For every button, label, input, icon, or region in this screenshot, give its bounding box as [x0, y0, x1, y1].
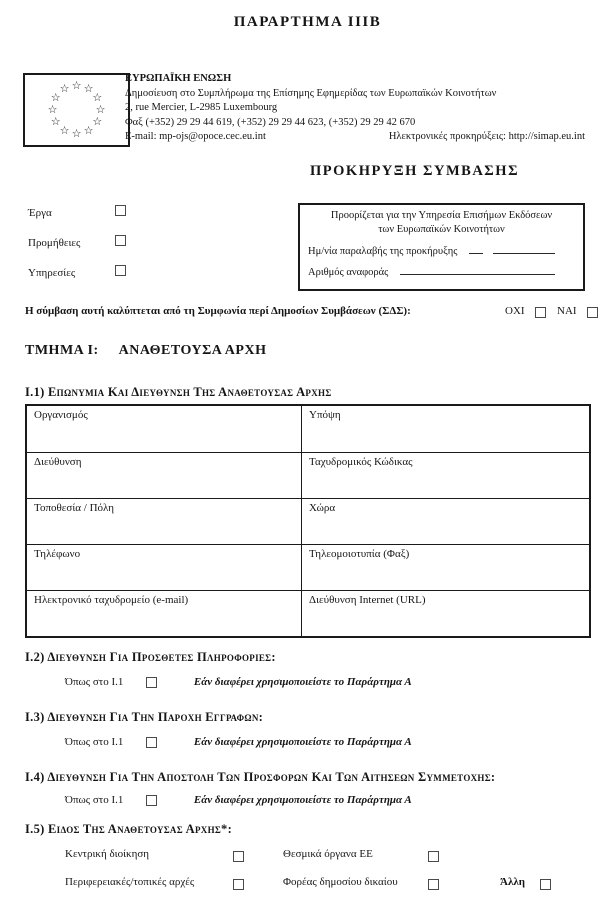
checkbox-public-law-body[interactable] [428, 879, 439, 890]
checkbox-supplies[interactable] [115, 235, 126, 246]
checkbox-other[interactable] [540, 879, 551, 890]
table-cell-telephone[interactable]: Τηλέφωνο [27, 544, 302, 590]
table-cell-address[interactable]: Διεύθυνση [27, 452, 302, 498]
date-received-field[interactable] [493, 243, 555, 254]
section-i-name: ΑΝΑΘΕΤΟΥΣΑ ΑΡΧΗ [118, 343, 267, 358]
table-cell-attention[interactable]: Υπόψη [309, 409, 341, 421]
table-cell-town[interactable]: Τοποθεσία / Πόλη [27, 498, 302, 544]
heading-i4: Ι.4) Διευθυνση Για Την Αποστολη Των Προσφορων Και Των Αιτησεων Συμμετοχης: [25, 770, 496, 784]
contract-type-works-row [28, 203, 52, 221]
heading-i1: Ι.1) Επωνυμια Και Διευθυνση Της Αναθετουσας Αρχης [25, 385, 332, 399]
star-icon: ☆ [59, 83, 70, 96]
i3-note: Εάν διαφέρει χρησιμοποιείστε το Παράρτημα Α [193, 736, 412, 748]
i3-same-as-label: Όπως στο Ι.1 [65, 736, 124, 748]
i2-same-as-row [65, 676, 412, 688]
reference-number-field[interactable] [400, 264, 555, 275]
star-icon: ☆ [71, 80, 82, 92]
date-received-label: Ημ/νία παραλαβής της προκήρυξης [308, 246, 458, 257]
eu-flag [23, 73, 130, 147]
header-block [125, 72, 591, 145]
gpa-row [25, 305, 605, 317]
gpa-question: Η σύμβαση αυτή καλύπτεται από τη Συμφωνία περί Δημοσίων Συμβάσεων (ΣΔΣ): [25, 305, 411, 317]
notice-title: ΠΡΟΚΗΡΥΞΗ ΣΥΜΒΑΣΗΣ [310, 163, 520, 179]
gpa-yes-label: ΝΑΙ [557, 305, 577, 317]
checkbox-i2-same-as-i1[interactable] [146, 677, 157, 688]
central-admin-label: Κεντρική διοίκηση [65, 848, 150, 860]
checkbox-i4-same-as-i1[interactable] [146, 795, 157, 806]
star-icon: ☆ [83, 83, 94, 96]
page-title: ΠΑΡΑΡΤΗΜΑ ΙΙΙΒ [233, 14, 382, 30]
reference-number-label: Αριθμός αναφοράς [308, 267, 389, 278]
services-label: Υπηρεσίες [28, 267, 76, 279]
star-icon: ☆ [92, 116, 103, 128]
star-icon: ☆ [47, 104, 58, 116]
office-box-line2: των Ευρωπαϊκών Κοινοτήτων [378, 223, 505, 235]
header-enotices: Ηλεκτρονικές προκηρύξεις: http://simap.eu.int [388, 131, 585, 142]
table-cell-country[interactable]: Χώρα [302, 498, 589, 544]
header-fax: Φαξ (+352) 29 29 44 619, (+352) 29 29 44 623, (+352) 29 29 42 670 [125, 116, 416, 128]
contract-type-supplies-row [28, 233, 80, 251]
table-cell-postal-code[interactable]: Ταχυδρομικός Κώδικας [302, 452, 589, 498]
checkbox-works[interactable] [115, 205, 126, 216]
star-icon: ☆ [50, 92, 61, 104]
star-icon: ☆ [59, 124, 70, 137]
contract-type-services-row [28, 263, 75, 281]
i4-same-as-row [65, 794, 412, 806]
regional-local-label: Περιφερειακές/τοπικές αρχές [65, 876, 195, 888]
star-icon: ☆ [50, 116, 61, 128]
checkbox-services[interactable] [115, 265, 126, 276]
i5-options-row2 [0, 876, 615, 892]
checkbox-gpa-yes[interactable] [587, 307, 598, 318]
section-i-label: ΤΜΗΜΑ Ι: [25, 343, 99, 358]
table-cell-organisation[interactable]: Οργανισμός [27, 406, 302, 452]
heading-i2: Ι.2) Διευθυνση Για Προσθετες Πληροφοριες: [25, 650, 276, 664]
public-law-body-label: Φορέας δημοσίου δικαίου [283, 876, 398, 888]
header-email: E-mail: mp-ojs@opoce.cec.eu.int [125, 131, 266, 142]
table-cell-fax[interactable]: Τηλεομοιοτυπία (Φαξ) [302, 544, 589, 590]
checkbox-central-admin[interactable] [233, 851, 244, 862]
checkbox-regional-local[interactable] [233, 879, 244, 890]
i2-note: Εάν διαφέρει χρησιμοποιείστε το Παράρτημα Α [193, 676, 412, 688]
i4-note: Εάν διαφέρει χρησιμοποιείστε το Παράρτημα Α [193, 794, 412, 806]
table-cell-url[interactable]: Διεύθυνση Internet (URL) [302, 590, 589, 636]
header-address: 2, rue Mercier, L-2985 Luxembourg [125, 102, 278, 113]
checkbox-gpa-no[interactable] [535, 307, 546, 318]
i2-same-as-label: Όπως στο Ι.1 [65, 676, 124, 688]
authority-address-table [25, 404, 591, 638]
star-icon: ☆ [92, 92, 103, 104]
heading-i5: Ι.5) Ειδος Της Αναθετουσας Αρχης*: [25, 822, 233, 836]
eu-union-title: ΕΥΡΩΠΑΪΚΗ ΕΝΩΣΗ [125, 73, 232, 84]
i3-same-as-row [65, 736, 412, 748]
eu-institution-label: Θεσμικά όργανα ΕΕ [283, 848, 373, 860]
star-icon: ☆ [83, 124, 94, 137]
other-label: Άλλη [500, 876, 525, 888]
heading-i3: Ι.3) Διευθυνση Για Την Παροχη Εγγραφων: [25, 710, 264, 724]
i5-options-row1 [0, 848, 615, 864]
supplies-label: Προμήθειες [28, 237, 81, 249]
star-icon: ☆ [71, 128, 82, 140]
section-i-title [25, 343, 266, 359]
checkbox-eu-institution[interactable] [428, 851, 439, 862]
star-icon: ☆ [95, 104, 106, 116]
date-received-field[interactable] [469, 243, 483, 254]
i4-same-as-label: Όπως στο Ι.1 [65, 794, 124, 806]
table-cell-email[interactable]: Ηλεκτρονικό ταχυδρομείο (e-mail) [27, 590, 302, 636]
publications-office-box [298, 203, 585, 291]
checkbox-i3-same-as-i1[interactable] [146, 737, 157, 748]
header-publication-line: Δημοσίευση στο Συμπλήρωμα της Επίσημης Εφημερίδας των Ευρωπαϊκών Κοινοτήτων [125, 87, 497, 99]
gpa-no-label: ΟΧΙ [505, 305, 525, 317]
works-label: Έργα [28, 207, 52, 219]
office-box-line1: Προορίζεται για την Υπηρεσία Επισήμων Εκδόσεων [330, 210, 553, 221]
